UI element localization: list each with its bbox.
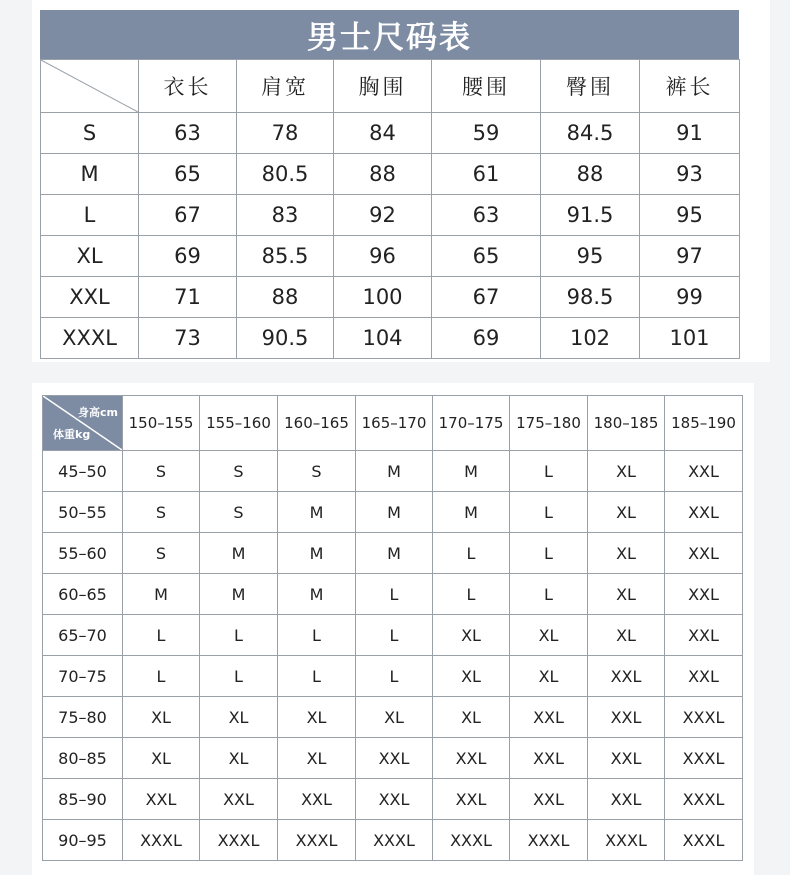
weight-range-label: 75–80 (43, 697, 123, 738)
weight-row (43, 492, 743, 533)
height-range-header: 160–165 (278, 396, 356, 451)
size-recommendation: L (510, 574, 588, 615)
weight-row (43, 779, 743, 820)
size-recommendation: L (278, 615, 356, 656)
size-recommendation: XXXL (278, 820, 356, 861)
measurement-value: 95 (541, 236, 640, 277)
weight-row (43, 656, 743, 697)
size-recommendation: XXXL (510, 820, 588, 861)
measurement-value: 63 (139, 113, 237, 154)
size-recommendation: XXXL (588, 820, 665, 861)
size-recommendation: XL (588, 574, 665, 615)
measurement-value: 97 (640, 236, 740, 277)
height-range-header: 170–175 (433, 396, 510, 451)
size-recommendation: M (356, 451, 433, 492)
weight-row (43, 820, 743, 861)
size-recommendation: XXL (588, 656, 665, 697)
size-recommendation: XL (433, 697, 510, 738)
size-recommendation: L (433, 574, 510, 615)
size-recommendation: M (123, 574, 200, 615)
size-recommendation: M (433, 492, 510, 533)
weight-row (43, 574, 743, 615)
size-recommendation: L (123, 615, 200, 656)
size-label: L (41, 195, 139, 236)
weight-range-label: 60–65 (43, 574, 123, 615)
size-recommendation: XXXL (433, 820, 510, 861)
size-recommendation: XXXL (665, 779, 743, 820)
measurement-header: 肩宽 (237, 60, 334, 113)
size-row (41, 113, 740, 154)
measurement-value: 88 (334, 154, 432, 195)
size-recommendation: XXL (356, 779, 433, 820)
measurement-value: 100 (334, 277, 432, 318)
size-recommendation: XL (510, 615, 588, 656)
size-recommendation: XL (123, 738, 200, 779)
measurement-value: 90.5 (237, 318, 334, 359)
size-row (41, 318, 740, 359)
size-recommendation: L (278, 656, 356, 697)
weight-range-label: 65–70 (43, 615, 123, 656)
measurement-value: 93 (640, 154, 740, 195)
size-recommendation: M (278, 492, 356, 533)
size-recommendation: XXL (588, 779, 665, 820)
measurement-value: 85.5 (237, 236, 334, 277)
measurement-value: 69 (139, 236, 237, 277)
measurement-value: 98.5 (541, 277, 640, 318)
size-recommendation: XL (433, 615, 510, 656)
size-recommendation: L (356, 615, 433, 656)
size-recommendation: XL (278, 697, 356, 738)
measurement-value: 67 (432, 277, 541, 318)
corner-cell (43, 396, 123, 451)
size-recommendation: XXXL (356, 820, 433, 861)
size-recommendation: M (278, 533, 356, 574)
weight-range-label: 80–85 (43, 738, 123, 779)
weight-row (43, 697, 743, 738)
size-row (41, 277, 740, 318)
measurement-value: 67 (139, 195, 237, 236)
height-range-header: 165–170 (356, 396, 433, 451)
size-recommendation: XL (123, 697, 200, 738)
measurement-value: 69 (432, 318, 541, 359)
size-recommendation: XL (278, 738, 356, 779)
fit-chart-table (42, 395, 743, 861)
size-label: XXL (41, 277, 139, 318)
size-chart-title: 男士尺码表 (40, 10, 739, 59)
size-row (41, 195, 740, 236)
size-recommendation: XL (433, 656, 510, 697)
measurement-value: 71 (139, 277, 237, 318)
size-recommendation: L (356, 656, 433, 697)
size-recommendation: XXL (200, 779, 278, 820)
size-recommendation: XXL (433, 738, 510, 779)
size-recommendation: XXL (433, 779, 510, 820)
weight-range-label: 55–60 (43, 533, 123, 574)
size-chart-table (40, 59, 740, 359)
size-recommendation: XXL (588, 738, 665, 779)
size-recommendation: XL (510, 656, 588, 697)
size-row (41, 236, 740, 277)
size-recommendation: XXL (665, 451, 743, 492)
size-recommendation: XXL (510, 779, 588, 820)
size-recommendation: M (278, 574, 356, 615)
fit-chart-header-row (43, 396, 743, 451)
measurement-header: 胸围 (334, 60, 432, 113)
size-recommendation: XXXL (123, 820, 200, 861)
measurement-value: 80.5 (237, 154, 334, 195)
size-chart-header-row (41, 60, 740, 113)
measurement-value: 92 (334, 195, 432, 236)
measurement-value: 91 (640, 113, 740, 154)
size-recommendation: XXL (123, 779, 200, 820)
size-recommendation: XXXL (200, 820, 278, 861)
measurement-header: 臀围 (541, 60, 640, 113)
measurement-value: 102 (541, 318, 640, 359)
size-recommendation: M (200, 533, 278, 574)
size-recommendation: XXL (665, 533, 743, 574)
corner-cell (41, 60, 139, 113)
measurement-header: 衣长 (139, 60, 237, 113)
size-recommendation: S (278, 451, 356, 492)
size-recommendation: XL (588, 533, 665, 574)
weight-range-label: 85–90 (43, 779, 123, 820)
height-range-header: 150–155 (123, 396, 200, 451)
size-recommendation: XXL (588, 697, 665, 738)
size-recommendation: L (510, 451, 588, 492)
size-recommendation: XL (588, 615, 665, 656)
measurement-value: 84 (334, 113, 432, 154)
measurement-value: 78 (237, 113, 334, 154)
size-label: S (41, 113, 139, 154)
size-recommendation: M (356, 492, 433, 533)
size-recommendation: XXL (665, 615, 743, 656)
size-recommendation: XXXL (665, 820, 743, 861)
size-recommendation: XXL (665, 574, 743, 615)
measurement-value: 88 (237, 277, 334, 318)
size-recommendation: L (510, 533, 588, 574)
height-range-header: 180–185 (588, 396, 665, 451)
height-axis-label: 身高cm (78, 406, 118, 419)
size-recommendation: L (200, 615, 278, 656)
size-recommendation: XXL (510, 738, 588, 779)
size-recommendation: S (200, 451, 278, 492)
measurement-value: 61 (432, 154, 541, 195)
measurement-value: 84.5 (541, 113, 640, 154)
size-label: XXXL (41, 318, 139, 359)
size-recommendation: S (123, 451, 200, 492)
measurement-header: 裤长 (640, 60, 740, 113)
measurement-value: 88 (541, 154, 640, 195)
measurement-value: 99 (640, 277, 740, 318)
size-recommendation: XL (200, 738, 278, 779)
measurement-value: 65 (139, 154, 237, 195)
weight-row (43, 615, 743, 656)
measurement-header: 腰围 (432, 60, 541, 113)
size-recommendation: XL (356, 697, 433, 738)
measurement-value: 73 (139, 318, 237, 359)
size-recommendation: L (433, 533, 510, 574)
measurement-value: 65 (432, 236, 541, 277)
size-recommendation: S (123, 533, 200, 574)
height-range-header: 155–160 (200, 396, 278, 451)
weight-range-label: 50–55 (43, 492, 123, 533)
size-recommendation: L (123, 656, 200, 697)
weight-row (43, 451, 743, 492)
weight-range-label: 45–50 (43, 451, 123, 492)
size-recommendation: XXL (278, 779, 356, 820)
size-recommendation: S (200, 492, 278, 533)
measurement-value: 104 (334, 318, 432, 359)
size-recommendation: L (510, 492, 588, 533)
size-recommendation: XL (588, 492, 665, 533)
size-recommendation: XXL (510, 697, 588, 738)
size-label: M (41, 154, 139, 195)
size-recommendation: M (356, 533, 433, 574)
size-recommendation: S (123, 492, 200, 533)
size-recommendation: XXL (665, 656, 743, 697)
measurement-value: 95 (640, 195, 740, 236)
size-recommendation: XL (588, 451, 665, 492)
size-recommendation: L (200, 656, 278, 697)
measurement-value: 83 (237, 195, 334, 236)
height-range-header: 185–190 (665, 396, 743, 451)
height-range-header: 175–180 (510, 396, 588, 451)
size-recommendation: XXXL (665, 697, 743, 738)
size-recommendation: XXL (356, 738, 433, 779)
size-recommendation: XXL (665, 492, 743, 533)
size-label: XL (41, 236, 139, 277)
weight-row (43, 533, 743, 574)
measurement-value: 59 (432, 113, 541, 154)
measurement-value: 91.5 (541, 195, 640, 236)
weight-axis-label: 体重kg (53, 428, 91, 441)
size-recommendation: M (200, 574, 278, 615)
measurement-value: 96 (334, 236, 432, 277)
weight-range-label: 90–95 (43, 820, 123, 861)
weight-range-label: 70–75 (43, 656, 123, 697)
size-recommendation: XL (200, 697, 278, 738)
measurement-value: 101 (640, 318, 740, 359)
size-recommendation: M (433, 451, 510, 492)
size-recommendation: L (356, 574, 433, 615)
size-row (41, 154, 740, 195)
size-recommendation: XXXL (665, 738, 743, 779)
measurement-value: 63 (432, 195, 541, 236)
weight-row (43, 738, 743, 779)
